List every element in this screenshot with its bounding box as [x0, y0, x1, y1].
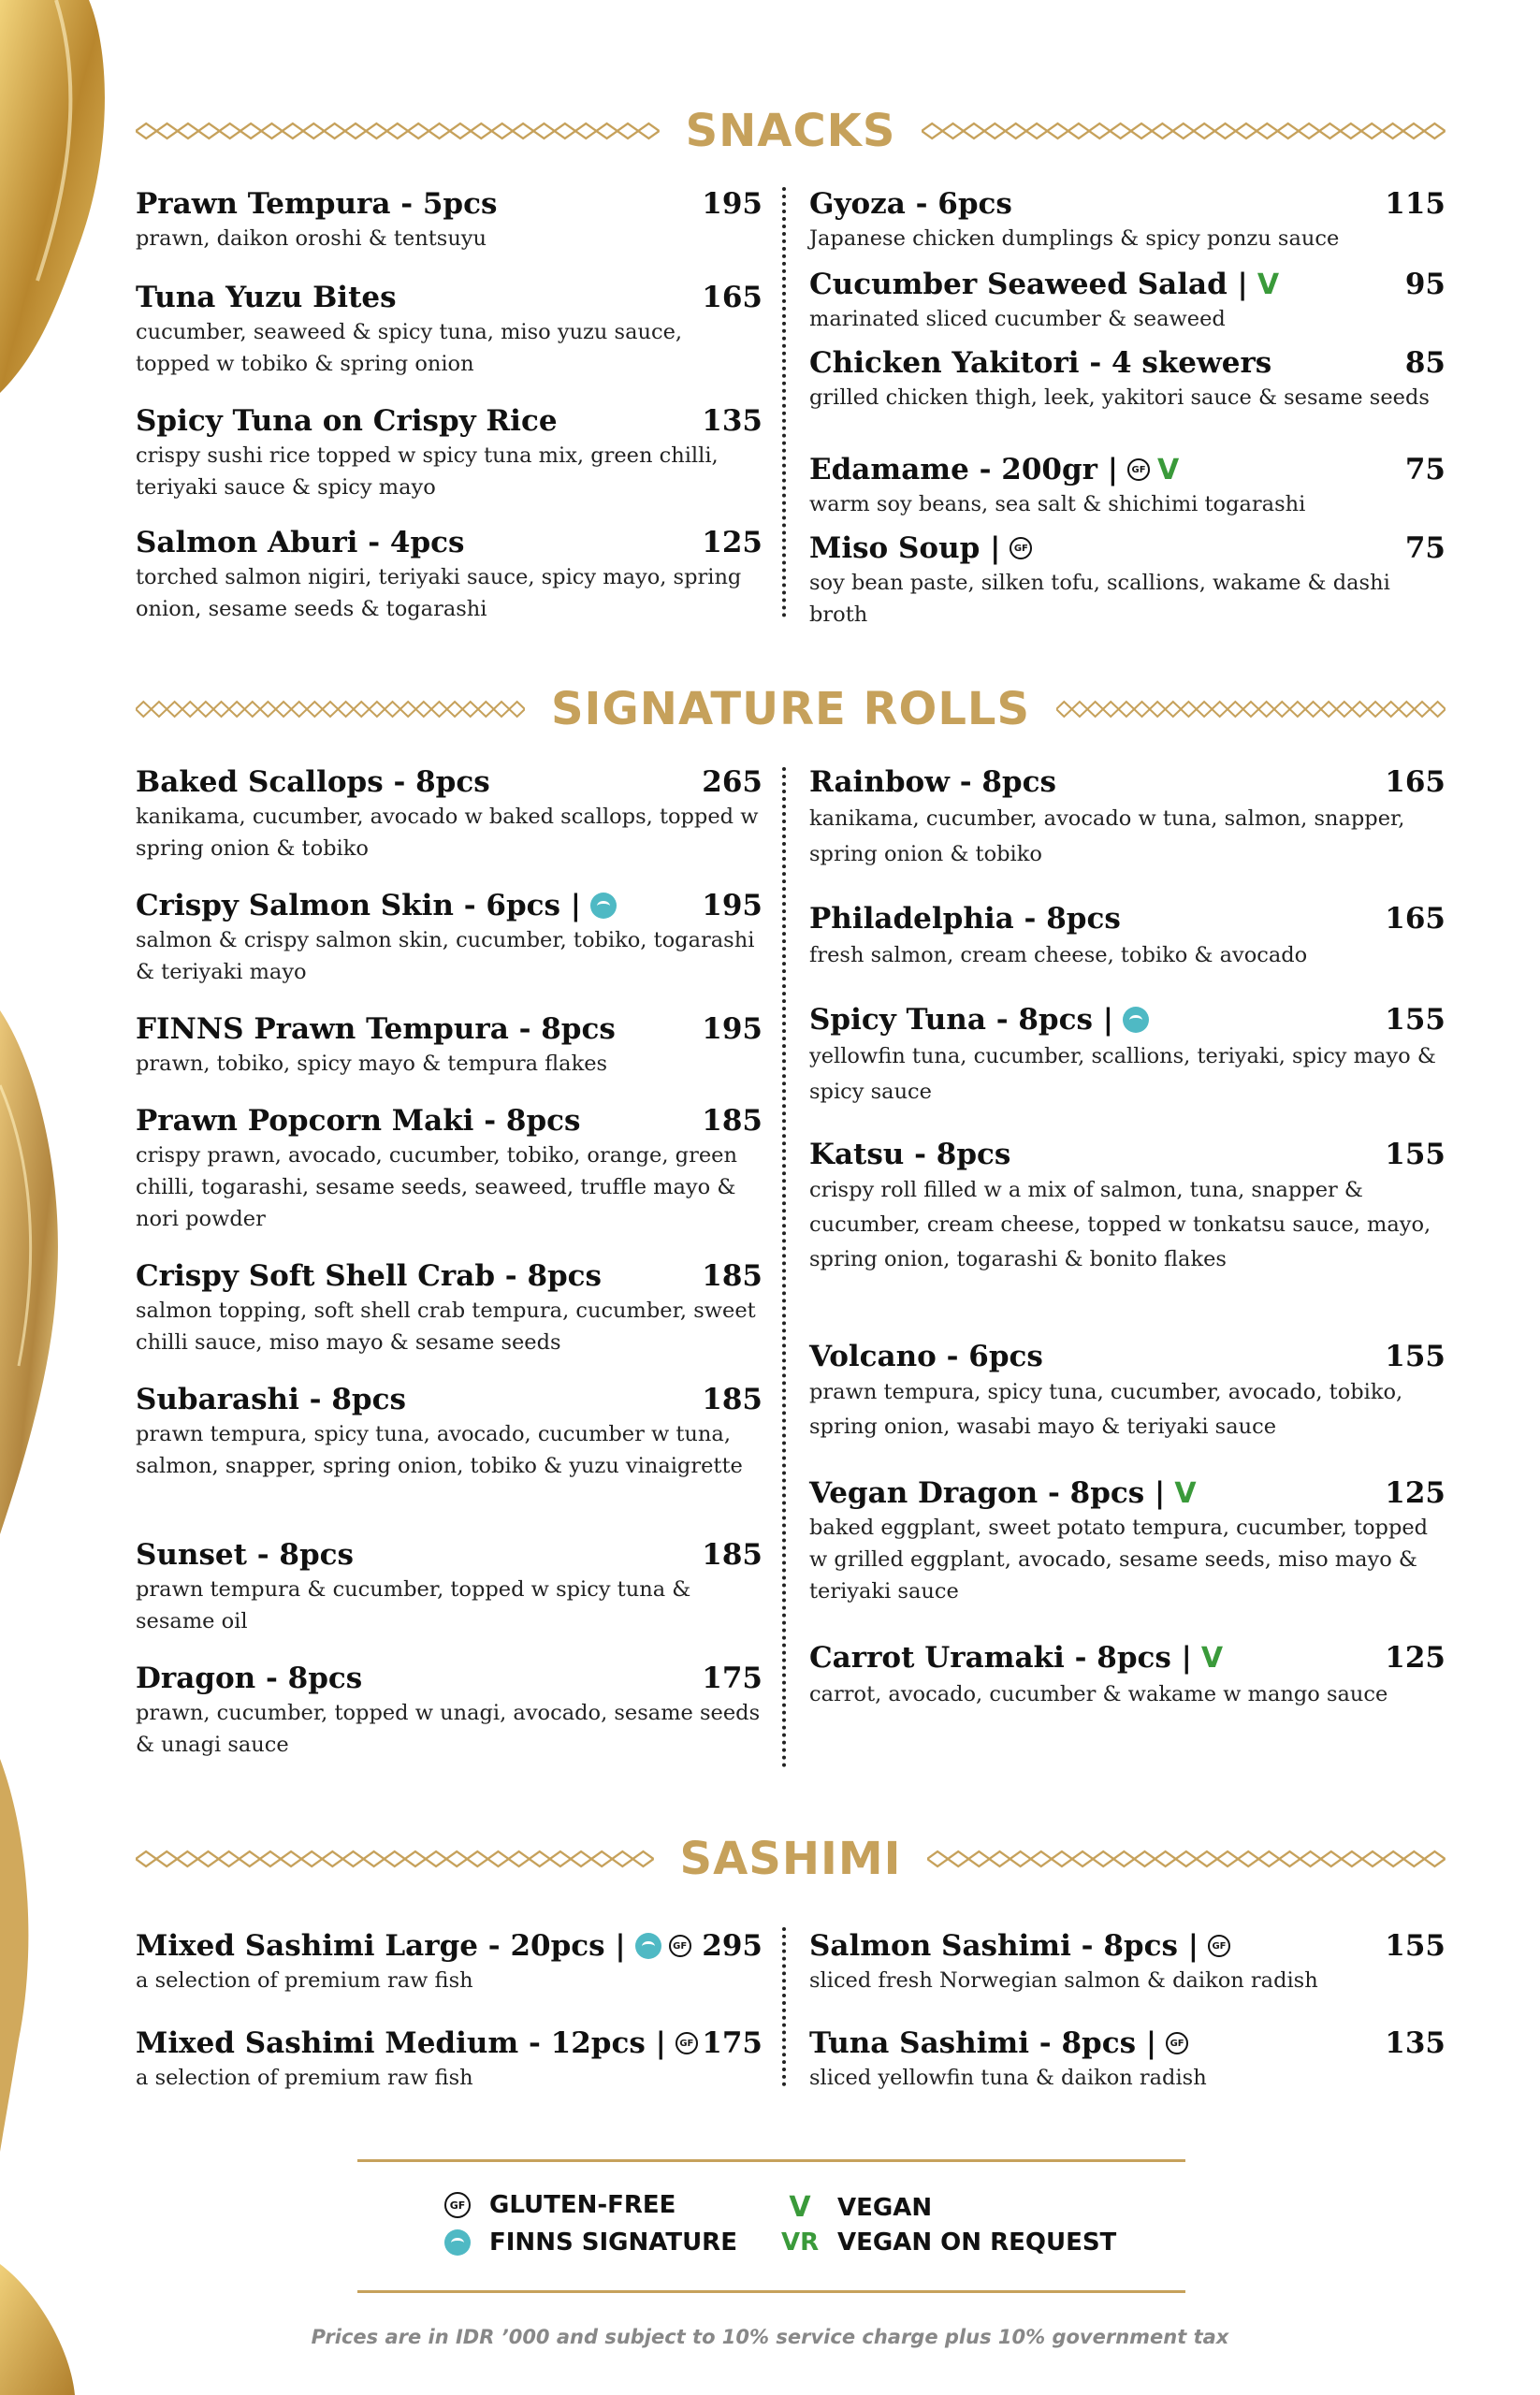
vegan-icon: V — [789, 2191, 811, 2224]
legend-vegan-on-request — [781, 2228, 1116, 2257]
menu-item — [136, 1929, 763, 1996]
column-divider — [782, 1927, 786, 2086]
gluten-free-icon: GF — [1208, 1935, 1230, 1957]
menu-item — [136, 765, 763, 864]
item-description: prawn, daikon oroshi & tentsuyu — [136, 226, 487, 251]
item-description: prawn, cucumber, topped w unagi, avocado, sesame seeds & unagi sauce — [136, 1701, 761, 1757]
item-description: marinated sliced cucumber & seaweed — [809, 307, 1226, 331]
item-name: FINNS Prawn Tempura - 8pcs — [136, 1012, 616, 1046]
menu-item — [136, 1662, 763, 1761]
menu-item — [809, 1929, 1446, 1996]
sashimi-header — [136, 1833, 1446, 1885]
menu-item — [809, 2026, 1446, 2094]
zigzag-ornament — [922, 120, 1446, 142]
snacks-header — [136, 105, 1446, 157]
item-description: soy bean paste, silken tofu, scallions, wakame & dashi broth — [809, 571, 1390, 627]
item-name: Tuna Sashimi - 8pcs | — [809, 2026, 1157, 2060]
legend-bottom-rule — [357, 2290, 1185, 2293]
zigzag-ornament — [136, 698, 525, 720]
item-description: grilled chicken thigh, leek, yakitori sauce & sesame seeds — [809, 385, 1430, 410]
item-description: prawn tempura & cucumber, topped w spicy tuna & sesame oil — [136, 1577, 691, 1633]
item-price: 135 — [1385, 2026, 1446, 2060]
item-name: Spicy Tuna on Crispy Rice — [136, 404, 558, 438]
gold-brush-top — [0, 0, 122, 393]
item-name: Subarashi - 8pcs — [136, 1383, 406, 1416]
item-name: Gyoza - 6pcs — [809, 187, 1012, 221]
menu-item — [136, 187, 763, 254]
item-name: Baked Scallops - 8pcs — [136, 765, 490, 799]
item-description: carrot, avocado, cucumber & wakame w mango sauce — [809, 1682, 1388, 1706]
signature-icon — [635, 1933, 661, 1959]
item-price: 195 — [702, 1012, 763, 1046]
gluten-free-icon: GF — [669, 1935, 691, 1957]
item-name: Prawn Tempura - 5pcs — [136, 187, 498, 221]
item-name: Sunset - 8pcs — [136, 1538, 354, 1572]
gluten-free-icon: GF — [1127, 458, 1150, 481]
item-description: cucumber, seaweed & spicy tuna, miso yuzu sauce, topped w tobiko & spring onion — [136, 320, 683, 376]
menu-item — [136, 1259, 763, 1358]
item-price: 195 — [702, 187, 763, 221]
menu-item — [809, 187, 1446, 254]
item-price: 185 — [702, 1538, 763, 1572]
legend-label: GLUTEN-FREE — [489, 2191, 676, 2219]
item-name: Miso Soup | — [809, 531, 1001, 565]
item-price: 125 — [1385, 1476, 1446, 1510]
item-description: crispy roll filled w a mix of salmon, tuna, snapper & cucumber, cream cheese, topped w tonkatsu sauce, mayo, spring onion, togarashi & bonito flakes — [809, 1178, 1431, 1271]
item-description: sliced yellowfin tuna & daikon radish — [809, 2066, 1207, 2090]
item-price: 155 — [1385, 1003, 1446, 1037]
vegan-on-request-icon: VR — [781, 2228, 820, 2257]
item-name: Crispy Soft Shell Crab - 8pcs — [136, 1259, 603, 1293]
item-name: Tuna Yuzu Bites — [136, 281, 397, 314]
vegan-icon: V — [1200, 1641, 1224, 1675]
item-description: prawn tempura, spicy tuna, avocado, cucumber w tuna, salmon, snapper, spring onion, tobiko & yuzu vinaigrette — [136, 1422, 743, 1478]
menu-item — [809, 1641, 1446, 1712]
vegan-icon: V — [1257, 268, 1280, 301]
legend-label: VEGAN — [837, 2193, 933, 2222]
item-description: prawn tempura, spicy tuna, cucumber, avocado, tobiko, spring onion, wasabi mayo & teriyaki sauce — [809, 1380, 1403, 1439]
menu-item — [136, 281, 763, 380]
item-description: Japanese chicken dumplings & spicy ponzu sauce — [809, 226, 1340, 251]
item-name: Katsu - 8pcs — [809, 1138, 1011, 1171]
item-description: prawn, tobiko, spicy mayo & tempura flakes — [136, 1052, 608, 1076]
zigzag-ornament — [136, 120, 660, 142]
gluten-free-icon: GF — [444, 2192, 471, 2218]
menu-item — [809, 453, 1446, 520]
item-price: 185 — [702, 1383, 763, 1416]
legend-top-rule — [357, 2159, 1185, 2162]
item-description: a selection of premium raw fish — [136, 2066, 473, 2090]
item-description: sliced fresh Norwegian salmon & daikon radish — [809, 1968, 1318, 1993]
item-description: torched salmon nigiri, teriyaki sauce, spicy mayo, spring onion, sesame seeds & togarashi — [136, 565, 742, 621]
item-price: 135 — [702, 404, 763, 438]
item-price: 75 — [1404, 531, 1446, 565]
item-price: 155 — [1385, 1340, 1446, 1373]
item-price: 95 — [1404, 268, 1446, 301]
menu-item — [136, 1012, 763, 1080]
item-name: Crispy Salmon Skin - 6pcs | — [136, 889, 582, 922]
item-price: 165 — [1385, 765, 1446, 799]
item-description: fresh salmon, cream cheese, tobiko & avocado — [809, 943, 1308, 967]
column-divider — [782, 187, 786, 617]
item-price: 265 — [702, 765, 763, 799]
gold-brush-lower — [0, 1759, 56, 2152]
legend-gluten-free — [444, 2191, 676, 2219]
item-price: 85 — [1404, 346, 1446, 380]
item-description: kanikama, cucumber, avocado w tuna, salmon, snapper, spring onion & tobiko — [809, 806, 1405, 866]
menu-item — [136, 404, 763, 503]
menu-item — [809, 902, 1446, 973]
item-description: warm soy beans, sea salt & shichimi togarashi — [809, 492, 1306, 516]
menu-item — [136, 889, 763, 988]
item-price: 75 — [1404, 453, 1446, 486]
item-name: Chicken Yakitori - 4 skewers — [809, 346, 1272, 380]
item-description: salmon topping, soft shell crab tempura, cucumber, sweet chilli sauce, miso mayo & sesame seeds — [136, 1299, 756, 1355]
item-description: yellowfin tuna, cucumber, scallions, teriyaki, spicy mayo & spicy sauce — [809, 1044, 1436, 1104]
item-price: 155 — [1385, 1138, 1446, 1171]
menu-item — [136, 2026, 763, 2094]
menu-item — [136, 1383, 763, 1482]
vegan-icon: V — [1174, 1476, 1197, 1510]
section-title-signature-rolls: SIGNATURE ROLLS — [550, 683, 1031, 735]
section-title-snacks: SNACKS — [685, 105, 896, 157]
item-name: Rainbow - 8pcs — [809, 765, 1056, 799]
menu-item — [136, 526, 763, 625]
item-name: Vegan Dragon - 8pcs | — [809, 1476, 1166, 1510]
legend-vegan — [781, 2191, 932, 2224]
item-price: 165 — [1385, 902, 1446, 936]
item-name: Mixed Sashimi Medium - 12pcs | — [136, 2026, 666, 2060]
menu-item — [809, 765, 1446, 872]
item-name: Mixed Sashimi Large - 20pcs | — [136, 1929, 626, 1963]
column-divider — [782, 767, 786, 1768]
item-name: Volcano - 6pcs — [809, 1340, 1043, 1373]
item-price: 175 — [702, 2026, 763, 2060]
gluten-free-icon: GF — [676, 2032, 698, 2054]
item-price: 175 — [702, 1662, 763, 1695]
item-description: a selection of premium raw fish — [136, 1968, 473, 1993]
item-name: Spicy Tuna - 8pcs | — [809, 1003, 1114, 1037]
menu-item — [136, 1538, 763, 1637]
item-description: kanikama, cucumber, avocado w baked scallops, topped w spring onion & tobiko — [136, 805, 759, 861]
item-description: crispy prawn, avocado, cucumber, tobiko, orange, green chilli, togarashi, sesame seeds, seaweed, truffle mayo & nori powder — [136, 1143, 737, 1231]
signature-rolls-header — [136, 683, 1446, 735]
legend-label: FINNS SIGNATURE — [489, 2228, 737, 2257]
item-name: Carrot Uramaki - 8pcs | — [809, 1641, 1192, 1675]
item-price: 125 — [1385, 1641, 1446, 1675]
menu-item — [136, 1104, 763, 1235]
gold-brush-middle — [0, 1010, 103, 1534]
menu-item — [809, 1003, 1446, 1110]
item-description: salmon & crispy salmon skin, cucumber, tobiko, togarashi & teriyaki mayo — [136, 928, 755, 984]
gold-brush-bottom — [0, 2245, 84, 2395]
menu-item — [809, 268, 1446, 335]
item-price: 195 — [702, 889, 763, 922]
vegan-icon: V — [1157, 453, 1180, 486]
menu-item — [809, 346, 1446, 414]
item-name: Salmon Aburi - 4pcs — [136, 526, 465, 559]
item-price: 295 — [702, 1929, 763, 1963]
zigzag-ornament — [1056, 698, 1446, 720]
item-name: Prawn Popcorn Maki - 8pcs — [136, 1104, 581, 1138]
item-name: Dragon - 8pcs — [136, 1662, 363, 1695]
menu-item — [809, 1340, 1446, 1444]
legend-signature — [444, 2228, 737, 2257]
item-price: 185 — [702, 1259, 763, 1293]
price-note: Prices are in IDR ’000 and subject to 10% service charge plus 10% government tax — [311, 2326, 1229, 2348]
item-description: crispy sushi rice topped w spicy tuna mix, green chilli, teriyaki sauce & spicy mayo — [136, 443, 719, 500]
item-price: 125 — [702, 526, 763, 559]
item-name: Salmon Sashimi - 8pcs | — [809, 1929, 1199, 1963]
menu-item — [809, 1138, 1446, 1277]
item-price: 115 — [1385, 187, 1446, 221]
signature-icon — [590, 893, 617, 919]
item-name: Edamame - 200gr | — [809, 453, 1119, 486]
menu-item — [809, 531, 1446, 631]
gluten-free-icon: GF — [1010, 537, 1032, 559]
item-price: 155 — [1385, 1929, 1446, 1963]
item-name: Philadelphia - 8pcs — [809, 902, 1121, 936]
gluten-free-icon: GF — [1166, 2032, 1188, 2054]
zigzag-ornament — [136, 1848, 654, 1870]
item-price: 165 — [702, 281, 763, 314]
signature-icon — [1123, 1007, 1149, 1033]
legend-label: VEGAN ON REQUEST — [837, 2228, 1117, 2257]
signature-icon — [444, 2229, 471, 2256]
item-description: baked eggplant, sweet potato tempura, cucumber, topped w grilled eggplant, avocado, sesame seeds, miso mayo & teriyaki sauce — [809, 1516, 1429, 1604]
item-name: Cucumber Seaweed Salad | — [809, 268, 1248, 301]
item-price: 185 — [702, 1104, 763, 1138]
zigzag-ornament — [927, 1848, 1446, 1870]
menu-item — [809, 1476, 1446, 1607]
section-title-sashimi: SASHIMI — [679, 1833, 902, 1885]
